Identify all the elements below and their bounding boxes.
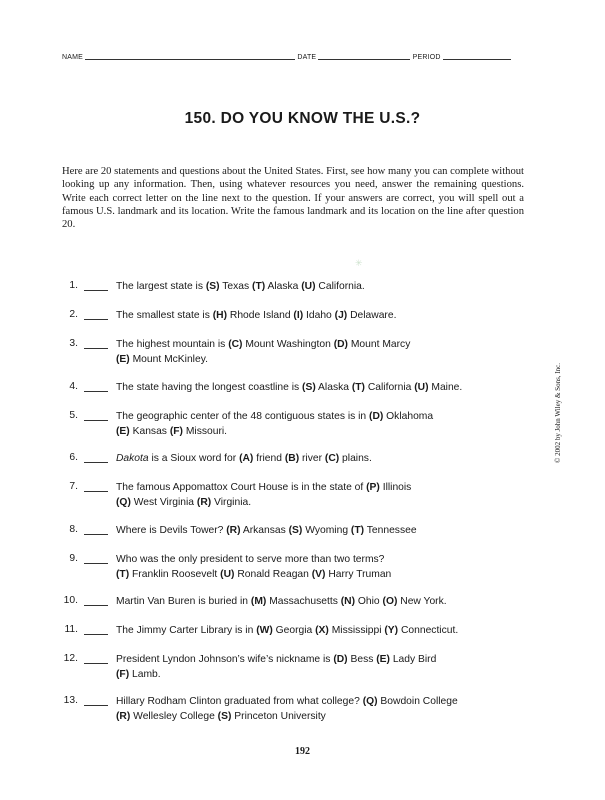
page-number: 192 bbox=[295, 746, 310, 757]
question-segment: Texas bbox=[219, 281, 253, 292]
question-segment: Virginia. bbox=[211, 496, 252, 508]
answer-blank[interactable] bbox=[84, 319, 108, 320]
date-label: DATE bbox=[297, 54, 317, 61]
question-segment: Martin Van Buren is buried in bbox=[116, 596, 251, 607]
question-line bbox=[116, 425, 531, 440]
question-text bbox=[116, 624, 531, 639]
choice-letter: (T) bbox=[252, 281, 266, 292]
question-segment: The Jimmy Carter Library is in bbox=[116, 625, 257, 636]
instructions-paragraph: Here are 20 statements and questions about the United States. First, see how many you can complete without looking up any information. Then, using whatever resources you need, answer the remaining questions. Write each correct letter on the line next to the question. If your answers are correct, you will spell out a famous U.S. landmark and its location. Write the famous landmark and its location on the line after question 20. bbox=[62, 166, 524, 231]
question-segment: The famous Appomattox Court House is in the state of bbox=[116, 482, 367, 493]
choice-letter: (U) bbox=[301, 281, 316, 292]
watermark-mark: ✳ bbox=[355, 258, 363, 268]
question-segment: Mississippi bbox=[328, 625, 385, 636]
choice-letter: (S) bbox=[288, 525, 303, 536]
choice-letter: (M) bbox=[250, 596, 267, 607]
question-line bbox=[116, 309, 531, 324]
question-text bbox=[116, 381, 531, 396]
question-line bbox=[116, 695, 531, 710]
question-text bbox=[116, 280, 531, 295]
question-text bbox=[116, 695, 531, 724]
question-line bbox=[116, 481, 531, 496]
question-segment: Delaware. bbox=[347, 310, 397, 321]
question-segment: Illinois bbox=[379, 482, 412, 493]
choice-letter: (J) bbox=[334, 310, 348, 321]
question-segment: Mount Washington bbox=[242, 339, 334, 350]
question-segment: The state having the longest coastline is bbox=[116, 382, 303, 393]
question-text bbox=[116, 410, 531, 439]
choice-letter: (T) bbox=[351, 382, 365, 393]
question-segment: Missouri. bbox=[182, 425, 228, 437]
question-segment: The highest mountain is bbox=[116, 339, 229, 350]
question-line bbox=[116, 710, 531, 725]
question-segment: river bbox=[299, 453, 325, 464]
choice-letter: (V) bbox=[311, 568, 326, 580]
question-line bbox=[116, 668, 531, 683]
question-number: 7. bbox=[69, 481, 78, 492]
question-text bbox=[116, 338, 531, 367]
choice-letter: (I) bbox=[293, 310, 304, 321]
choice-letter: (T) bbox=[350, 525, 365, 536]
question-line bbox=[116, 452, 531, 467]
question-segment: Princeton University bbox=[231, 710, 326, 722]
question-line bbox=[116, 624, 531, 639]
question-line bbox=[116, 280, 531, 295]
answer-blank[interactable] bbox=[84, 348, 108, 349]
question-number: 8. bbox=[69, 524, 78, 535]
choice-letter: (E) bbox=[376, 654, 390, 665]
question-segment: Harry Truman bbox=[325, 568, 392, 580]
answer-blank[interactable] bbox=[84, 634, 108, 635]
choice-letter: (U) bbox=[220, 568, 235, 580]
question-segment: Oklahoma bbox=[383, 411, 434, 422]
name-label: NAME bbox=[62, 54, 84, 61]
period-label: PERIOD bbox=[412, 54, 441, 61]
question-segment: The geographic center of the 48 contiguous states is in bbox=[116, 411, 370, 422]
answer-blank[interactable] bbox=[84, 563, 108, 564]
question-segment: West Virginia bbox=[130, 496, 197, 508]
choice-letter: (B) bbox=[284, 453, 300, 464]
question-line bbox=[116, 653, 531, 668]
question-segment: Dakota bbox=[116, 453, 149, 464]
question-segment: New York. bbox=[397, 596, 447, 607]
answer-blank[interactable] bbox=[84, 290, 108, 291]
question-number: 2. bbox=[69, 309, 78, 320]
choice-letter: (S) bbox=[217, 710, 232, 722]
choice-letter: (Q) bbox=[362, 696, 378, 707]
choice-letter: (C) bbox=[228, 339, 243, 350]
answer-blank[interactable] bbox=[84, 491, 108, 492]
question-segment: Rhode Island bbox=[227, 310, 294, 321]
choice-letter: (F) bbox=[116, 668, 130, 680]
period-line[interactable] bbox=[443, 59, 511, 60]
choice-letter: (H) bbox=[212, 310, 228, 321]
question-line bbox=[116, 353, 531, 368]
question-number: 5. bbox=[69, 410, 78, 421]
question-segment: Ronald Reagan bbox=[234, 568, 312, 580]
name-line[interactable] bbox=[85, 59, 295, 60]
question-segment: Lamb. bbox=[129, 668, 161, 680]
answer-blank[interactable] bbox=[84, 420, 108, 421]
choice-letter: (S) bbox=[302, 382, 316, 393]
choice-letter: (Q) bbox=[116, 496, 131, 508]
choice-letter: (P) bbox=[366, 482, 380, 493]
question-segment: Wyoming bbox=[302, 525, 351, 536]
choice-letter: (D) bbox=[333, 654, 348, 665]
question-line bbox=[116, 338, 531, 353]
page-title: 150. DO YOU KNOW THE U.S.? bbox=[184, 110, 421, 127]
question-number: 9. bbox=[69, 553, 78, 564]
question-segment: Idaho bbox=[303, 310, 335, 321]
question-segment: Lady Bird bbox=[389, 654, 437, 665]
question-segment: Massachusetts bbox=[266, 596, 341, 607]
question-number: 1. bbox=[69, 280, 78, 291]
choice-letter: (R) bbox=[196, 496, 212, 508]
question-segment: President Lyndon Johnson’s wife’s nickname is bbox=[116, 654, 334, 665]
choice-letter: (T) bbox=[116, 568, 130, 580]
question-number: 6. bbox=[69, 452, 78, 463]
question-segment: Where is Devils Tower? bbox=[116, 525, 227, 536]
copyright-notice: © 2002 by John Wiley & Sons, Inc. bbox=[554, 363, 562, 463]
question-text bbox=[116, 481, 531, 510]
question-segment: Arkansas bbox=[240, 525, 289, 536]
date-line[interactable] bbox=[318, 59, 410, 60]
question-segment: Bess bbox=[347, 654, 377, 665]
choice-letter: (F) bbox=[169, 425, 183, 437]
question-line bbox=[116, 496, 531, 511]
question-segment: California. bbox=[315, 281, 365, 292]
answer-blank[interactable] bbox=[84, 605, 108, 606]
question-line bbox=[116, 381, 531, 396]
question-number: 4. bbox=[69, 381, 78, 392]
question-segment: Franklin Roosevelt bbox=[129, 568, 221, 580]
question-number: 10. bbox=[63, 595, 78, 606]
choice-letter: (R) bbox=[226, 525, 241, 536]
question-segment: Mount McKinley. bbox=[129, 353, 208, 365]
question-number: 13. bbox=[63, 695, 78, 706]
choice-letter: (Y) bbox=[384, 625, 399, 636]
choice-letter: (D) bbox=[333, 339, 348, 350]
choice-letter: (R) bbox=[116, 710, 131, 722]
question-number: 11. bbox=[64, 624, 78, 635]
choice-letter: (X) bbox=[315, 625, 329, 636]
choice-letter: (N) bbox=[340, 596, 356, 607]
choice-letter: (E) bbox=[116, 425, 130, 437]
choice-letter: (A) bbox=[239, 453, 254, 464]
question-number: 12. bbox=[63, 653, 78, 664]
question-segment: The smallest state is bbox=[116, 310, 213, 321]
question-segment: Kansas bbox=[129, 425, 170, 437]
question-segment: Who was the only president to serve more than two terms? bbox=[116, 554, 385, 565]
choice-letter: (D) bbox=[369, 411, 384, 422]
question-segment: Alaska bbox=[315, 382, 352, 393]
choice-letter: (O) bbox=[382, 596, 398, 607]
choice-letter: (E) bbox=[116, 353, 130, 365]
question-text bbox=[116, 653, 531, 682]
question-segment: Tennessee bbox=[364, 525, 417, 536]
choice-letter: (U) bbox=[414, 382, 429, 393]
question-segment: Wellesley College bbox=[130, 710, 218, 722]
question-segment: plains. bbox=[339, 453, 372, 464]
question-segment: The largest state is bbox=[116, 281, 206, 292]
question-text bbox=[116, 595, 531, 610]
question-segment: Georgia bbox=[272, 625, 316, 636]
answer-blank[interactable] bbox=[84, 705, 108, 706]
answer-blank[interactable] bbox=[84, 391, 108, 392]
answer-blank[interactable] bbox=[84, 462, 108, 463]
question-line bbox=[116, 595, 531, 610]
question-line bbox=[116, 524, 531, 539]
question-text bbox=[116, 524, 531, 539]
choice-letter: (S) bbox=[205, 281, 220, 292]
question-segment: Connecticut. bbox=[398, 625, 459, 636]
question-segment: Mount Marcy bbox=[347, 339, 411, 350]
question-segment: Maine. bbox=[428, 382, 463, 393]
question-segment: California bbox=[364, 382, 415, 393]
question-segment: Hillary Rodham Clinton graduated from what college? bbox=[116, 696, 363, 707]
choice-letter: (C) bbox=[324, 453, 340, 464]
question-segment: friend bbox=[253, 453, 285, 464]
question-segment: Ohio bbox=[355, 596, 383, 607]
question-text bbox=[116, 452, 531, 467]
question-line bbox=[116, 410, 531, 425]
student-info-header bbox=[62, 54, 532, 61]
answer-blank[interactable] bbox=[84, 534, 108, 535]
question-segment: Alaska bbox=[265, 281, 302, 292]
question-text bbox=[116, 309, 531, 324]
answer-blank[interactable] bbox=[84, 663, 108, 664]
question-line bbox=[116, 568, 531, 583]
question-line bbox=[116, 553, 531, 568]
question-segment: is a Sioux word for bbox=[148, 453, 240, 464]
choice-letter: (W) bbox=[256, 625, 273, 636]
question-text bbox=[116, 553, 531, 582]
question-segment: Bowdoin College bbox=[377, 696, 458, 707]
question-number: 3. bbox=[69, 338, 78, 349]
